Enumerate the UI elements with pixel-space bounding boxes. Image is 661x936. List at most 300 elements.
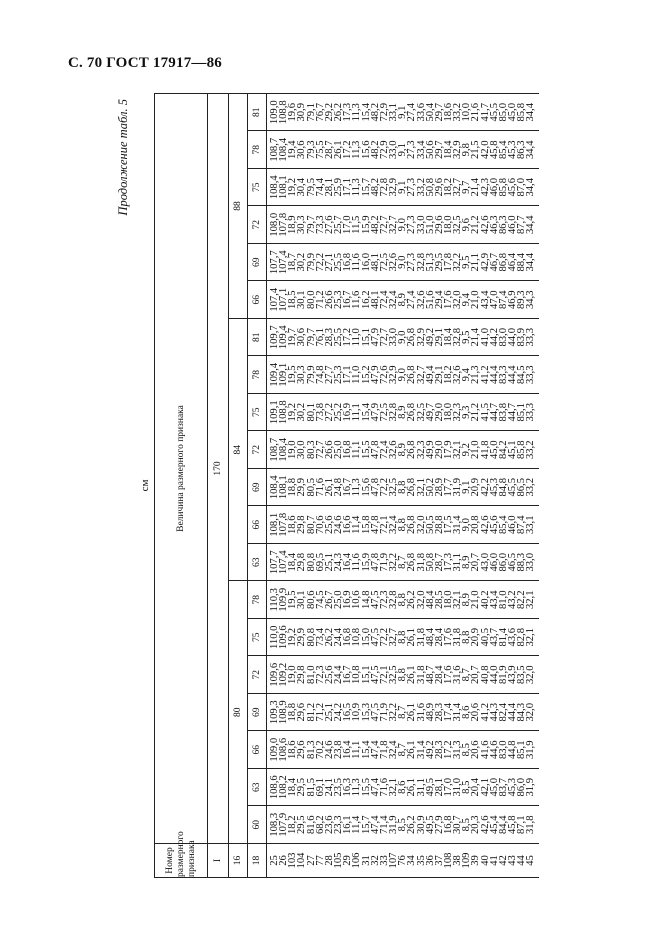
value-cell: 72,2 bbox=[316, 244, 325, 282]
value-cell: 31,8 bbox=[417, 544, 426, 582]
value-cell: 26,8 bbox=[407, 544, 416, 582]
value-cell: 28,7 bbox=[325, 131, 334, 169]
value-cell: 34,4 bbox=[526, 244, 538, 282]
value-cell: 108,3 bbox=[267, 806, 280, 844]
value-cell: 18,7 bbox=[288, 244, 297, 282]
value-cell: 48,1 bbox=[371, 244, 380, 282]
feature-number-cell: 33 bbox=[380, 844, 389, 878]
value-cell: 71,9 bbox=[380, 694, 389, 732]
value-cell: 43,6 bbox=[508, 619, 517, 657]
value-cell: 19,6 bbox=[288, 94, 297, 132]
value-cell: 45,0 bbox=[490, 431, 499, 469]
value-cell: 87,1 bbox=[517, 806, 526, 844]
value-cell: 30,9 bbox=[417, 806, 426, 844]
value-cell: 43,2 bbox=[508, 581, 517, 619]
value-cell: 29,9 bbox=[297, 619, 306, 657]
value-cell: 45,3 bbox=[508, 769, 517, 807]
value-cell: 71,6 bbox=[316, 469, 325, 507]
value-cell: 26,7 bbox=[325, 581, 334, 619]
value-cell: 8,8 bbox=[398, 656, 407, 694]
value-cell: 18,8 bbox=[288, 469, 297, 507]
header-group-84: 84 bbox=[229, 319, 248, 582]
value-cell: 31,3 bbox=[453, 731, 462, 769]
rotated-content bbox=[110, 93, 650, 878]
value-cell: 30,6 bbox=[297, 131, 306, 169]
value-cell: 9,3 bbox=[462, 394, 471, 432]
header-value: Величина размерного признака bbox=[155, 94, 208, 844]
feature-number-cell: 77 bbox=[316, 844, 325, 878]
value-cell: 47,5 bbox=[371, 619, 380, 657]
value-cell: 43,7 bbox=[490, 619, 499, 657]
value-cell: 15,1 bbox=[362, 656, 371, 694]
value-cell: 25,6 bbox=[325, 506, 334, 544]
value-cell: 40,8 bbox=[481, 656, 490, 694]
value-cell: 32,7 bbox=[389, 206, 398, 244]
value-cell: 14,8 bbox=[362, 581, 371, 619]
value-cell: 30,6 bbox=[297, 319, 306, 357]
value-cell: 28,3 bbox=[435, 731, 444, 769]
feature-number-cell: 105 bbox=[334, 844, 343, 878]
value-cell: 49,2 bbox=[426, 731, 435, 769]
value-cell: 29,6 bbox=[435, 169, 444, 207]
value-cell: 32,5 bbox=[389, 656, 398, 694]
value-cell: 42,3 bbox=[481, 169, 490, 207]
value-cell: 44,4 bbox=[508, 694, 517, 732]
value-cell: 28,7 bbox=[435, 544, 444, 582]
value-cell: 108,4 bbox=[279, 131, 288, 169]
value-cell: 21,0 bbox=[471, 431, 480, 469]
value-cell: 46,0 bbox=[490, 169, 499, 207]
value-cell: 8,7 bbox=[398, 544, 407, 582]
value-cell: 49,5 bbox=[426, 806, 435, 844]
value-cell: 33,2 bbox=[526, 469, 538, 507]
value-cell: 8,8 bbox=[398, 619, 407, 657]
value-cell: 47,5 bbox=[371, 581, 380, 619]
value-cell: 86,3 bbox=[517, 131, 526, 169]
value-cell: 11,3 bbox=[352, 469, 361, 507]
value-cell: 11,1 bbox=[352, 394, 361, 432]
value-cell: 107,7 bbox=[267, 544, 280, 582]
value-cell: 9,7 bbox=[462, 169, 471, 207]
value-cell: 30,1 bbox=[297, 281, 306, 319]
header-group-roman: I bbox=[208, 844, 229, 878]
value-cell: 18,0 bbox=[444, 206, 453, 244]
value-cell: 48,4 bbox=[426, 619, 435, 657]
feature-number-cell: 109 bbox=[462, 844, 471, 878]
column-header: 63 bbox=[248, 769, 267, 807]
value-cell: 17,6 bbox=[444, 656, 453, 694]
value-cell: 28,1 bbox=[435, 769, 444, 807]
value-cell: 10,0 bbox=[462, 94, 471, 132]
value-cell: 29,4 bbox=[435, 281, 444, 319]
value-cell: 17,2 bbox=[343, 319, 352, 357]
value-cell: 83,9 bbox=[517, 319, 526, 357]
value-cell: 45,3 bbox=[508, 131, 517, 169]
value-cell: 8,8 bbox=[398, 506, 407, 544]
value-cell: 18,4 bbox=[288, 769, 297, 807]
value-cell: 27,1 bbox=[325, 244, 334, 282]
column-header: 81 bbox=[248, 319, 267, 357]
value-cell: 27,3 bbox=[407, 131, 416, 169]
value-cell: 74,4 bbox=[316, 169, 325, 207]
value-cell: 8,8 bbox=[462, 619, 471, 657]
value-cell: 32,0 bbox=[417, 506, 426, 544]
value-cell: 71,2 bbox=[316, 694, 325, 732]
value-cell: 24,2 bbox=[334, 694, 343, 732]
value-cell: 79,3 bbox=[307, 131, 316, 169]
value-cell: 20,6 bbox=[471, 731, 480, 769]
value-cell: 44,2 bbox=[490, 319, 499, 357]
value-cell: 43,4 bbox=[481, 281, 490, 319]
value-cell: 21,1 bbox=[471, 244, 480, 282]
feature-number-cell: 32 bbox=[371, 844, 380, 878]
value-cell: 11,0 bbox=[352, 356, 361, 394]
value-cell: 31,4 bbox=[453, 694, 462, 732]
value-cell: 26,2 bbox=[334, 94, 343, 132]
value-cell: 32,3 bbox=[453, 394, 462, 432]
value-cell: 72,7 bbox=[380, 319, 389, 357]
value-cell: 26,6 bbox=[325, 281, 334, 319]
value-cell: 32,2 bbox=[389, 694, 398, 732]
column-header: 63 bbox=[248, 544, 267, 582]
value-cell: 32,3 bbox=[417, 431, 426, 469]
value-cell: 47,9 bbox=[371, 356, 380, 394]
value-cell: 29,8 bbox=[297, 656, 306, 694]
value-cell: 85,4 bbox=[499, 506, 508, 544]
value-cell: 42,9 bbox=[481, 244, 490, 282]
value-cell: 29,1 bbox=[435, 356, 444, 394]
feature-number-cell: 104 bbox=[297, 844, 306, 878]
value-cell: 108,7 bbox=[267, 431, 280, 469]
value-cell: 8,9 bbox=[462, 581, 471, 619]
value-cell: 49,5 bbox=[426, 769, 435, 807]
value-cell: 25,1 bbox=[325, 694, 334, 732]
value-cell: 26,6 bbox=[325, 431, 334, 469]
value-cell: 73,8 bbox=[316, 394, 325, 432]
value-cell: 84,2 bbox=[499, 431, 508, 469]
feature-number-cell: 40 bbox=[481, 844, 490, 878]
value-cell: 48,1 bbox=[371, 281, 380, 319]
value-cell: 26,8 bbox=[407, 506, 416, 544]
value-cell: 20,4 bbox=[471, 769, 480, 807]
value-cell: 32,9 bbox=[453, 131, 462, 169]
value-cell: 30,7 bbox=[453, 806, 462, 844]
value-cell: 107,8 bbox=[279, 206, 288, 244]
value-cell: 32,8 bbox=[389, 394, 398, 432]
value-cell: 88,4 bbox=[517, 244, 526, 282]
value-cell: 72,9 bbox=[380, 94, 389, 132]
value-cell: 81,3 bbox=[307, 731, 316, 769]
feature-number-cell: 42 bbox=[499, 844, 508, 878]
value-cell: 25,3 bbox=[334, 281, 343, 319]
value-cell: 29,5 bbox=[297, 806, 306, 844]
value-cell: 46,5 bbox=[508, 544, 517, 582]
value-cell: 17,1 bbox=[343, 356, 352, 394]
value-cell: 109,2 bbox=[279, 656, 288, 694]
feature-number-cell: 45 bbox=[526, 844, 538, 878]
value-cell: 11,5 bbox=[352, 206, 361, 244]
value-cell: 16,7 bbox=[343, 656, 352, 694]
value-cell: 15,4 bbox=[362, 731, 371, 769]
value-cell: 84,3 bbox=[517, 694, 526, 732]
value-cell: 32,1 bbox=[526, 581, 538, 619]
header-group-height: 170 bbox=[208, 94, 229, 844]
value-cell: 48,2 bbox=[371, 169, 380, 207]
value-cell: 9,0 bbox=[398, 206, 407, 244]
value-cell: 80,7 bbox=[307, 506, 316, 544]
value-cell: 45,4 bbox=[490, 806, 499, 844]
value-cell: 8,9 bbox=[398, 394, 407, 432]
value-cell: 47,5 bbox=[371, 694, 380, 732]
value-cell: 41,8 bbox=[481, 431, 490, 469]
value-cell: 80,3 bbox=[307, 431, 316, 469]
value-cell: 29,9 bbox=[297, 469, 306, 507]
value-cell: 25,2 bbox=[334, 394, 343, 432]
value-cell: 30,0 bbox=[297, 431, 306, 469]
value-cell: 18,0 bbox=[444, 394, 453, 432]
value-cell: 17,5 bbox=[444, 506, 453, 544]
value-cell: 72,3 bbox=[380, 581, 389, 619]
value-cell: 108,1 bbox=[279, 169, 288, 207]
value-cell: 41,6 bbox=[481, 731, 490, 769]
value-cell: 48,2 bbox=[371, 206, 380, 244]
value-cell: 108,1 bbox=[267, 506, 280, 544]
value-cell: 47,8 bbox=[371, 544, 380, 582]
value-cell: 108,8 bbox=[279, 94, 288, 132]
value-cell: 25,7 bbox=[334, 206, 343, 244]
value-cell: 108,1 bbox=[279, 469, 288, 507]
value-cell: 31,9 bbox=[389, 806, 398, 844]
value-cell: 16,0 bbox=[362, 244, 371, 282]
value-cell: 16,8 bbox=[343, 619, 352, 657]
value-cell: 46,9 bbox=[508, 281, 517, 319]
value-cell: 32,7 bbox=[389, 619, 398, 657]
value-cell: 42,6 bbox=[481, 806, 490, 844]
value-cell: 10,9 bbox=[352, 694, 361, 732]
value-cell: 24,6 bbox=[334, 506, 343, 544]
value-cell: 17,8 bbox=[444, 244, 453, 282]
value-cell: 87,4 bbox=[499, 281, 508, 319]
value-cell: 26,2 bbox=[325, 619, 334, 657]
value-cell: 83,8 bbox=[499, 394, 508, 432]
value-cell: 46,0 bbox=[508, 506, 517, 544]
value-cell: 15,5 bbox=[362, 769, 371, 807]
value-cell: 86,0 bbox=[499, 544, 508, 582]
value-cell: 81,0 bbox=[499, 581, 508, 619]
value-cell: 18,2 bbox=[288, 806, 297, 844]
value-cell: 17,7 bbox=[444, 469, 453, 507]
value-cell: 9,1 bbox=[398, 94, 407, 132]
value-cell: 25,0 bbox=[334, 581, 343, 619]
value-cell: 109,1 bbox=[279, 356, 288, 394]
table-row bbox=[526, 94, 538, 878]
value-cell: 74,8 bbox=[316, 356, 325, 394]
value-cell: 19,5 bbox=[288, 356, 297, 394]
value-cell: 45,0 bbox=[490, 769, 499, 807]
value-cell: 47,0 bbox=[490, 281, 499, 319]
value-cell: 85,8 bbox=[499, 169, 508, 207]
value-cell: 16,3 bbox=[343, 769, 352, 807]
value-cell: 109,4 bbox=[279, 319, 288, 357]
value-cell: 30,2 bbox=[297, 394, 306, 432]
value-cell: 23,8 bbox=[334, 731, 343, 769]
value-cell: 16,2 bbox=[362, 281, 371, 319]
value-cell: 29,1 bbox=[435, 319, 444, 357]
value-cell: 9,1 bbox=[398, 169, 407, 207]
value-cell: 29,2 bbox=[325, 94, 334, 132]
value-cell: 46,0 bbox=[508, 206, 517, 244]
value-cell: 33,0 bbox=[417, 206, 426, 244]
value-cell: 82,2 bbox=[517, 581, 526, 619]
value-cell: 71,6 bbox=[380, 769, 389, 807]
value-cell: 31,6 bbox=[453, 656, 462, 694]
column-header: 81 bbox=[248, 94, 267, 132]
value-cell: 110,0 bbox=[267, 619, 280, 657]
value-cell: 109,6 bbox=[279, 619, 288, 657]
value-cell: 48,7 bbox=[426, 656, 435, 694]
value-cell: 85,1 bbox=[517, 394, 526, 432]
value-cell: 8,7 bbox=[398, 694, 407, 732]
value-cell: 89,3 bbox=[517, 281, 526, 319]
value-cell: 50,8 bbox=[426, 544, 435, 582]
value-cell: 71,8 bbox=[380, 731, 389, 769]
value-cell: 32,8 bbox=[453, 319, 462, 357]
value-cell: 26,1 bbox=[407, 731, 416, 769]
value-cell: 33,4 bbox=[417, 131, 426, 169]
value-cell: 81,6 bbox=[307, 806, 316, 844]
value-cell: 26,8 bbox=[407, 431, 416, 469]
value-cell: 50,8 bbox=[426, 169, 435, 207]
value-cell: 32,1 bbox=[453, 431, 462, 469]
value-cell: 20,7 bbox=[471, 656, 480, 694]
value-cell: 28,1 bbox=[325, 169, 334, 207]
value-cell: 9,0 bbox=[398, 356, 407, 394]
value-cell: 32,8 bbox=[389, 581, 398, 619]
value-cell: 29,0 bbox=[435, 394, 444, 432]
value-cell: 41,2 bbox=[481, 356, 490, 394]
value-cell: 26,2 bbox=[407, 581, 416, 619]
value-cell: 32,1 bbox=[526, 619, 538, 657]
value-cell: 32,6 bbox=[453, 356, 462, 394]
value-cell: 86,3 bbox=[499, 206, 508, 244]
value-cell: 83,7 bbox=[499, 769, 508, 807]
column-header: 72 bbox=[248, 431, 267, 469]
value-cell: 50,2 bbox=[426, 469, 435, 507]
value-cell: 26,1 bbox=[407, 656, 416, 694]
value-cell: 19,0 bbox=[288, 431, 297, 469]
value-cell: 18,8 bbox=[288, 694, 297, 732]
value-cell: 19,2 bbox=[288, 619, 297, 657]
value-cell: 11,0 bbox=[352, 319, 361, 357]
value-cell: 9,4 bbox=[462, 356, 471, 394]
value-cell: 32,9 bbox=[389, 169, 398, 207]
value-cell: 51,6 bbox=[426, 281, 435, 319]
header-group-88: 88 bbox=[229, 94, 248, 319]
table-continuation-label: Продолжение табл. 5 bbox=[116, 99, 130, 216]
value-cell: 27,9 bbox=[435, 806, 444, 844]
value-cell: 85,4 bbox=[499, 131, 508, 169]
value-cell: 74,5 bbox=[316, 581, 325, 619]
value-cell: 31,4 bbox=[417, 731, 426, 769]
value-cell: 32,0 bbox=[417, 581, 426, 619]
value-cell: 29,7 bbox=[435, 131, 444, 169]
value-cell: 85,1 bbox=[517, 731, 526, 769]
value-cell: 107,9 bbox=[279, 806, 288, 844]
value-cell: 33,1 bbox=[526, 506, 538, 544]
feature-number-cell: 26 bbox=[279, 844, 288, 878]
value-cell: 15,4 bbox=[362, 94, 371, 132]
value-cell: 108,9 bbox=[279, 694, 288, 732]
value-cell: 46,7 bbox=[490, 244, 499, 282]
value-cell: 8,9 bbox=[462, 544, 471, 582]
value-cell: 72,5 bbox=[380, 394, 389, 432]
value-cell: 41,5 bbox=[481, 394, 490, 432]
value-cell: 79,1 bbox=[307, 94, 316, 132]
value-cell: 34,4 bbox=[526, 169, 538, 207]
value-cell: 34,3 bbox=[526, 281, 538, 319]
value-cell: 85,8 bbox=[517, 431, 526, 469]
column-header: 66 bbox=[248, 731, 267, 769]
value-cell: 79,9 bbox=[307, 244, 316, 282]
value-cell: 81,0 bbox=[307, 656, 316, 694]
value-cell: 11,3 bbox=[352, 769, 361, 807]
value-cell: 47,9 bbox=[371, 319, 380, 357]
value-cell: 18,2 bbox=[444, 356, 453, 394]
value-cell: 15,7 bbox=[362, 806, 371, 844]
table-unit-label: см bbox=[139, 479, 151, 492]
header-group-80: 80 bbox=[229, 581, 248, 844]
value-cell: 34,4 bbox=[526, 94, 538, 132]
value-cell: 21,2 bbox=[471, 394, 480, 432]
value-cell: 31,1 bbox=[453, 544, 462, 582]
value-cell: 43,4 bbox=[490, 581, 499, 619]
value-cell: 21,4 bbox=[471, 319, 480, 357]
value-cell: 32,7 bbox=[453, 169, 462, 207]
value-cell: 33,1 bbox=[389, 94, 398, 132]
value-cell: 47,5 bbox=[371, 656, 380, 694]
value-cell: 83,0 bbox=[499, 731, 508, 769]
column-header: 72 bbox=[248, 206, 267, 244]
value-cell: 109,3 bbox=[267, 694, 280, 732]
value-cell: 21,2 bbox=[471, 206, 480, 244]
value-cell: 18,6 bbox=[288, 506, 297, 544]
value-cell: 25,0 bbox=[334, 431, 343, 469]
value-cell: 30,2 bbox=[297, 244, 306, 282]
value-cell: 41,7 bbox=[481, 94, 490, 132]
value-cell: 16,4 bbox=[343, 544, 352, 582]
value-cell: 107,4 bbox=[279, 544, 288, 582]
value-cell: 32,5 bbox=[417, 394, 426, 432]
value-cell: 84,5 bbox=[517, 356, 526, 394]
value-cell: 26,8 bbox=[407, 319, 416, 357]
value-cell: 34,4 bbox=[526, 131, 538, 169]
value-cell: 16,9 bbox=[343, 394, 352, 432]
value-cell: 80,6 bbox=[307, 581, 316, 619]
value-cell: 8,6 bbox=[462, 694, 471, 732]
value-cell: 24,8 bbox=[334, 469, 343, 507]
value-cell: 25,3 bbox=[334, 356, 343, 394]
value-cell: 31,6 bbox=[417, 694, 426, 732]
value-cell: 72,2 bbox=[380, 469, 389, 507]
value-cell: 73,4 bbox=[316, 619, 325, 657]
value-cell: 41,0 bbox=[481, 319, 490, 357]
value-cell: 72,1 bbox=[380, 656, 389, 694]
value-cell: 28,5 bbox=[435, 581, 444, 619]
value-cell: 48,2 bbox=[371, 131, 380, 169]
value-cell: 20,7 bbox=[471, 544, 480, 582]
value-cell: 28,4 bbox=[435, 619, 444, 657]
value-cell: 26,2 bbox=[407, 806, 416, 844]
